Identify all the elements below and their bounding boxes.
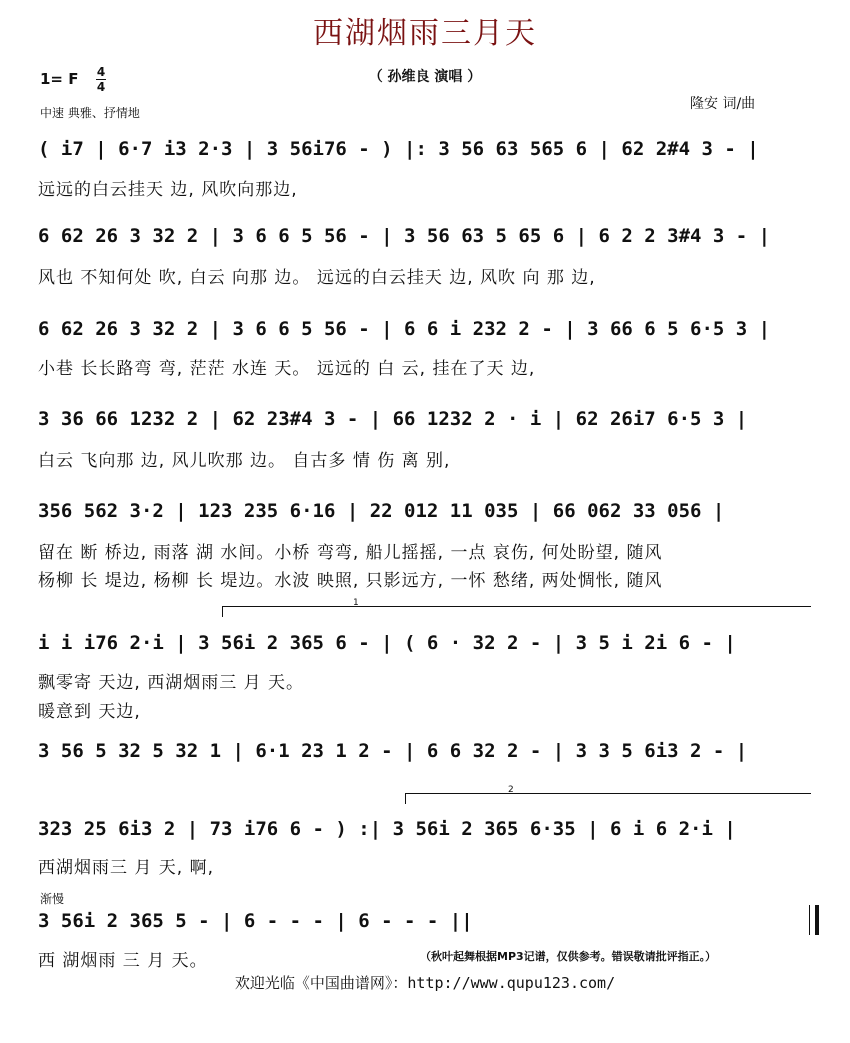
music-line-1: ( i7 | 6·7 i3 2·3 | 3 56i76 - ) |: 3 56 63 565 6 | 62 2#4 3 - | bbox=[38, 138, 759, 160]
volta-1-label: 1 bbox=[353, 598, 359, 608]
key-signature: 1= F bbox=[40, 70, 79, 88]
transcriber-note: （秋叶起舞根据MP3记谱，仅供参考。错误敬请批评指正。） bbox=[420, 950, 717, 963]
lyric-line-8: 西湖烟雨三 月 天, 啊, bbox=[38, 858, 215, 878]
music-line-2: 6 62 26 3 32 2 | 3 6 6 5 56 - | 3 56 63 5 65 6 | 6 2 2 3#4 3 - | bbox=[38, 225, 771, 247]
final-barline-thin bbox=[809, 905, 810, 935]
time-sig-top: 4 bbox=[96, 65, 106, 79]
lyric-line-3: 小巷 长长路弯 弯, 茫茫 水连 天。 远远的 白 云, 挂在了天 边, bbox=[38, 359, 536, 379]
time-signature bbox=[96, 66, 106, 93]
lyric-line-6a: 飘零寄 天边, 西湖烟雨三 月 天。 bbox=[38, 673, 305, 693]
music-line-9: 3 56i 2 365 5 - | 6 - - - | 6 - - - || bbox=[38, 910, 473, 932]
music-line-4: 3 36 66 1232 2 | 62 23#4 3 - | 66 1232 2 · i | 62 26i7 6·5 3 | bbox=[38, 408, 748, 430]
music-line-7: 3 56 5 32 5 32 1 | 6·1 23 1 2 - | 6 6 32 2 - | 3 3 5 6i3 2 - | bbox=[38, 740, 748, 762]
lyric-line-2: 风也 不知何处 吹, 白云 向那 边。 远远的白云挂天 边, 风吹 向 那 边, bbox=[38, 268, 596, 288]
song-title: 西湖烟雨三月天 bbox=[313, 16, 537, 51]
music-line-6: i i i76 2·i | 3 56i 2 365 6 - | ( 6 · 32 2 - | 3 5 i 2i 6 - | bbox=[38, 632, 736, 654]
lyric-line-9: 西 湖烟雨 三 月 天。 bbox=[38, 951, 208, 971]
lyric-line-6b: 暖意到 天边, bbox=[38, 702, 141, 722]
ritardando-marking: 渐慢 bbox=[40, 892, 65, 906]
lyric-line-4: 白云 飞向那 边, 风儿吹那 边。 自古多 情 伤 离 别, bbox=[38, 451, 451, 471]
lyric-line-5b: 杨柳 长 堤边, 杨柳 长 堤边。水波 映照, 只影远方, 一怀 愁绪, 两处惆怅, 随风 bbox=[38, 571, 663, 591]
final-barline-thick bbox=[815, 905, 819, 935]
tempo-marking: 中速 典雅、抒情地 bbox=[40, 106, 140, 120]
volta-bracket-1 bbox=[222, 598, 811, 617]
music-line-8: 323 25 6i3 2 | 73 i76 6 - ) :| 3 56i 2 365 6·35 | 6 i 6 2·i | bbox=[38, 818, 736, 840]
singer-credit: （ 孙维良 演唱 ） bbox=[368, 69, 482, 85]
music-line-5: 356 562 3·2 | 123 235 6·16 | 22 012 11 035 | 66 062 33 056 | bbox=[38, 500, 725, 522]
volta-2-label: 2 bbox=[508, 785, 514, 795]
lyric-line-1: 远远的白云挂天 边, 风吹向那边, bbox=[38, 180, 298, 200]
volta-bracket-2 bbox=[405, 785, 811, 804]
music-line-3: 6 62 26 3 32 2 | 3 6 6 5 56 - | 6 6 i 232 2 - | 3 66 6 5 6·5 3 | bbox=[38, 318, 771, 340]
site-footer: 欢迎光临《中国曲谱网》：http://www.qupu123.com/ bbox=[234, 974, 616, 992]
time-sig-bottom: 4 bbox=[96, 80, 106, 94]
composer-credit: 隆安 词/曲 bbox=[690, 96, 756, 112]
lyric-line-5a: 留在 断 桥边, 雨落 湖 水间。小桥 弯弯, 船儿摇摇, 一点 哀伤, 何处盼望, 随风 bbox=[38, 543, 663, 563]
